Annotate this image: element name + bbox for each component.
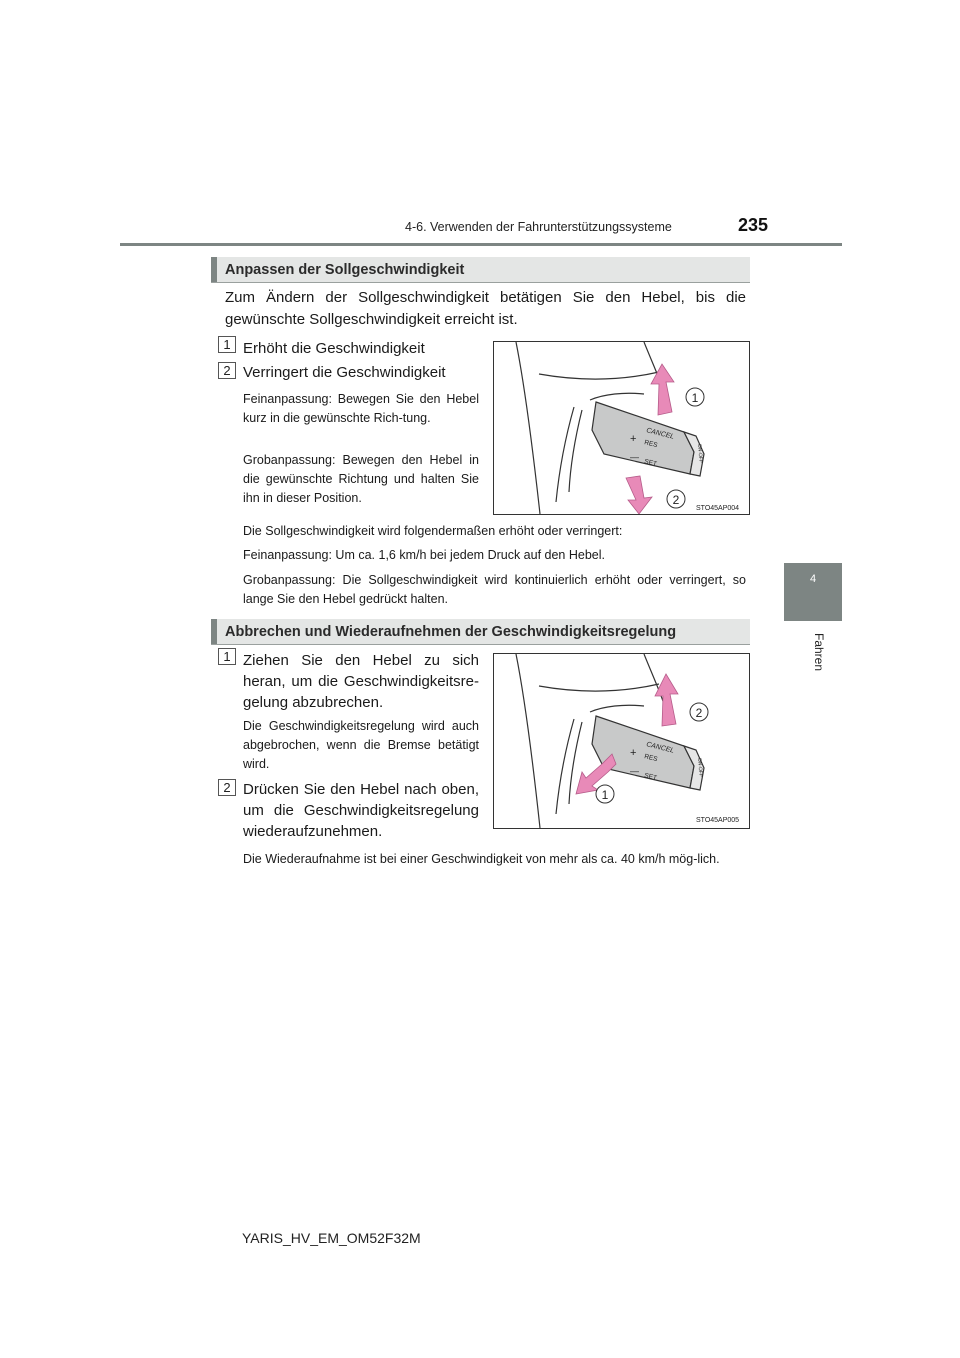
section-heading-cancel-resume [211,619,750,645]
figure-lever-cancel-resume [493,653,750,829]
section-heading-text: Anpassen der Sollgeschwindigkeit [225,262,465,278]
step-text-increase: Erhöht die Geschwindigkeit [243,340,425,357]
lever-illustration [494,342,749,514]
note-fine-adjust: Feinanpassung: Bewegen Sie den Hebel kurz in die gewünschte Rich-tung. [243,392,479,425]
step-number-2 [218,362,236,379]
arrow-up-icon [651,364,674,415]
svg-text:—: — [630,452,639,462]
section-heading-text: Abbrechen und Wiederaufnehmen der Geschwindigkeitsregelung [225,624,677,640]
note-resume-speed: Die Wiederaufnahme ist bei einer Geschwindigkeit von mehr als ca. 40 km/h mög-lich. [243,852,720,866]
header-rule [120,243,842,246]
lever-illustration [494,654,749,828]
svg-text:RES: RES [643,439,659,450]
svg-text:+: + [630,747,637,759]
step-number-2 [218,779,236,796]
note-coarse-adjust: Grobanpassung: Bewegen den Hebel in die gewünschte Richtung und halten Sie ihn in dieser Position. [243,453,479,505]
document-code: YARIS_HV_EM_OM52F32M [242,1230,421,1246]
svg-text:1: 1 [691,391,699,405]
section-accent [211,619,217,644]
intro-paragraph: Zum Ändern der Sollgeschwindigkeit betätigen Sie den Hebel, bis die gewünschte Sollgeschwindigkeit erreicht ist. [225,289,746,328]
svg-text:1: 1 [223,649,231,664]
figure-lever-adjust [493,341,750,515]
step-text-resume: Drücken Sie den Hebel nach oben, um die Geschwindigkeitsregelung wiederaufzunehmen. [243,781,479,840]
chapter-number: 4 [809,573,817,585]
svg-text:ON-OFF: ON-OFF [696,757,704,778]
svg-text:SET: SET [643,458,658,469]
svg-text:2: 2 [223,363,231,378]
step-text-decrease: Verringert die Geschwindigkeit [243,364,446,381]
step-text-cancel: Ziehen Sie den Hebel zu sich heran, um die Geschwindigkeitsre-gelung abzubrechen. [243,652,479,711]
note-coarse-detail: Grobanpassung: Die Sollgeschwindigkeit wird kontinuierlich erhöht oder verringert, so lange Sie den Hebel gedrückt halten. [243,573,746,606]
svg-text:STO45AP005: STO45AP005 [696,817,740,824]
svg-text:SET: SET [643,772,658,783]
section-heading-adjust-speed [211,257,750,283]
svg-text:STO45AP004: STO45AP004 [696,505,740,512]
svg-text:2: 2 [672,493,680,507]
note-brake-cancel: Die Geschwindigkeitsregelung wird auch abgebrochen, wenn die Bremse betätigt wird. [243,719,479,771]
arrow-up-icon [655,674,678,726]
svg-text:+: + [630,433,637,445]
page-number: 235 [738,215,769,235]
svg-text:RES: RES [643,753,659,764]
svg-text:2: 2 [223,780,231,795]
step-number-1 [218,336,236,353]
note-speed-change: Die Sollgeschwindigkeit wird folgendermaßen erhöht oder verringert: [243,524,623,538]
svg-text:CANCEL: CANCEL [645,741,675,755]
chapter-label: Fahren [812,633,826,672]
svg-text:—: — [630,766,639,776]
arrow-down-icon [626,476,652,514]
svg-text:CANCEL: CANCEL [645,427,675,441]
note-fine-detail: Feinanpassung: Um ca. 1,6 km/h bei jedem Druck auf den Hebel. [243,548,605,562]
svg-text:1: 1 [601,788,609,802]
section-accent [211,257,217,282]
step-number-1 [218,648,236,665]
chapter-tab [784,563,842,621]
svg-text:ON-OFF: ON-OFF [696,443,704,464]
svg-text:2: 2 [695,706,703,720]
running-header-title: 4-6. Verwenden der Fahrunterstützungssysteme [405,220,672,234]
svg-text:1: 1 [223,337,231,352]
